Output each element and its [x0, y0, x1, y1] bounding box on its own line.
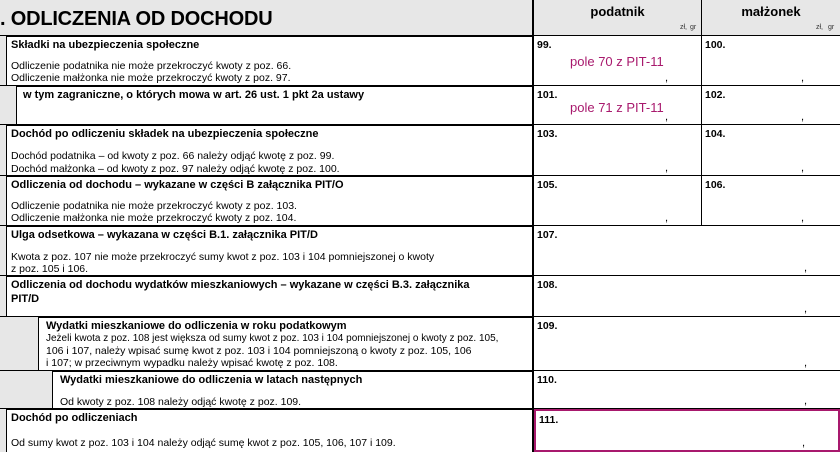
field-99[interactable]	[534, 36, 702, 86]
decimal-comma: ,	[804, 303, 808, 315]
decimal-comma: ,	[665, 72, 669, 84]
field-number: 103.	[537, 128, 558, 140]
field-109[interactable]	[534, 317, 840, 371]
row-skladki	[0, 36, 534, 86]
row-desc: Odliczenie małżonka nie może przekroczyć kwoty z poz. 97.	[11, 72, 291, 84]
column-label-podatnik: podatnik	[590, 4, 645, 19]
row-desc: Dochód podatnika – od kwoty z poz. 66 należy odjąć kwotę z poz. 99.	[11, 150, 335, 162]
field-110[interactable]	[534, 371, 840, 409]
column-header-malzonek	[702, 0, 840, 36]
unit-gr: gr	[690, 24, 697, 31]
field-number: 109.	[537, 320, 558, 332]
decimal-comma: ,	[665, 212, 669, 224]
row-desc: Odliczenie podatnika nie może przekroczyć kwoty z poz. 103.	[11, 200, 297, 212]
row-dochod-po-odliczeniach	[0, 409, 534, 452]
field-102[interactable]	[702, 86, 840, 125]
decimal-comma: ,	[804, 262, 808, 274]
annotation-note: pole 70 z PIT-11	[570, 54, 664, 69]
decimal-comma: ,	[665, 162, 669, 174]
field-number: 111.	[539, 414, 559, 426]
field-number: 110.	[537, 374, 557, 386]
field-number: 104.	[705, 128, 726, 140]
row-title: Dochód po odliczeniu składek na ubezpieczenia społeczne	[11, 128, 319, 140]
row-title: Składki na ubezpieczenia społeczne	[11, 39, 200, 51]
row-wydatki-rok-podatkowy	[0, 317, 534, 371]
decimal-comma: ,	[801, 212, 805, 224]
decimal-comma: ,	[801, 111, 805, 123]
field-104[interactable]	[702, 125, 840, 176]
decimal-comma: ,	[665, 111, 669, 123]
row-wydatki-lata-nastepne	[0, 371, 534, 409]
annotation-note: pole 71 z PIT-11	[570, 100, 664, 115]
column-header-podatnik	[534, 0, 702, 36]
row-odliczenia-pito	[0, 176, 534, 226]
decimal-comma: ,	[801, 72, 805, 84]
row-title: PIT/D	[11, 293, 40, 305]
row-dochod-po-skladkach	[0, 125, 534, 176]
row-title: Wydatki mieszkaniowe do odliczenia w latach następnych	[60, 374, 363, 386]
field-100[interactable]	[702, 36, 840, 86]
row-title: Dochód po odliczeniach	[11, 412, 138, 424]
row-title: Odliczenia od dochodu – wykazane w części B załącznika PIT/O	[11, 179, 344, 191]
row-title: Ulga odsetkowa – wykazana w części B.1. załącznika PIT/D	[11, 229, 318, 241]
decimal-comma: ,	[804, 395, 808, 407]
section-header	[0, 0, 534, 36]
column-label-malzonek: małżonek	[741, 4, 801, 19]
section-title: . ODLICZENIA OD DOCHODU	[0, 8, 273, 30]
decimal-comma: ,	[802, 437, 806, 449]
unit-zl: zł,	[816, 24, 823, 31]
row-desc: Dochód małżonka – od kwoty z poz. 97 należy odjąć kwotę z poz. 100.	[11, 163, 340, 175]
row-desc: Odliczenie małżonka nie może przekroczyć kwoty z poz. 104.	[11, 212, 297, 224]
field-106[interactable]	[702, 176, 840, 226]
field-number: 106.	[705, 179, 726, 191]
row-desc: Od sumy kwot z poz. 103 i 104 należy odjąć sumę kwot z poz. 105, 106, 107 i 109.	[11, 437, 396, 449]
field-number: 100.	[705, 39, 726, 51]
field-101[interactable]	[534, 86, 702, 125]
decimal-comma: ,	[804, 357, 808, 369]
row-desc: Jeżeli kwota z poz. 108 jest większa od sumy kwot z poz. 103 i 104 pomniejszonej o kwoty z poz. 105,	[46, 333, 499, 344]
row-desc: i 107; w przeciwnym wypadku należy wpisać kwotę z poz. 108.	[46, 357, 338, 369]
row-title: Wydatki mieszkaniowe do odliczenia w roku podatkowym	[46, 320, 347, 332]
row-desc: 106 i 107, należy wpisać sumę kwot z poz. 103 i 104 pomniejszoną o kwoty z poz. 105, 106	[46, 345, 472, 357]
field-number: 101.	[537, 89, 558, 101]
row-ulga-odsetkowa	[0, 226, 534, 276]
field-111[interactable]	[534, 409, 840, 452]
row-title: w tym zagraniczne, o których mowa w art. 26 ust. 1 pkt 2a ustawy	[23, 89, 365, 101]
row-desc: Od kwoty z poz. 108 należy odjąć kwotę z poz. 109.	[60, 396, 302, 408]
field-number: 105.	[537, 179, 558, 191]
row-wydatki-mieszkaniowe	[0, 276, 534, 317]
row-desc: Kwota z poz. 107 nie może przekroczyć sumy kwot z poz. 103 i 104 pomniejszonej o kwoty	[11, 251, 435, 263]
field-107[interactable]	[534, 226, 840, 276]
field-number: 108.	[537, 279, 558, 291]
row-zagraniczne	[0, 86, 534, 125]
row-desc: Odliczenie podatnika nie może przekroczyć kwoty z poz. 66.	[11, 60, 292, 72]
field-108[interactable]	[534, 276, 840, 317]
row-title: Odliczenia od dochodu wydatków mieszkaniowych – wykazane w części B.3. załącznika	[11, 279, 470, 291]
unit-zl: zł,	[680, 24, 687, 31]
unit-gr: gr	[828, 24, 835, 31]
field-number: 107.	[537, 229, 558, 241]
field-103[interactable]	[534, 125, 702, 176]
field-105[interactable]	[534, 176, 702, 226]
row-desc: z poz. 105 i 106.	[11, 263, 89, 275]
decimal-comma: ,	[801, 162, 805, 174]
field-number: 102.	[705, 89, 726, 101]
field-number: 99.	[537, 39, 552, 51]
